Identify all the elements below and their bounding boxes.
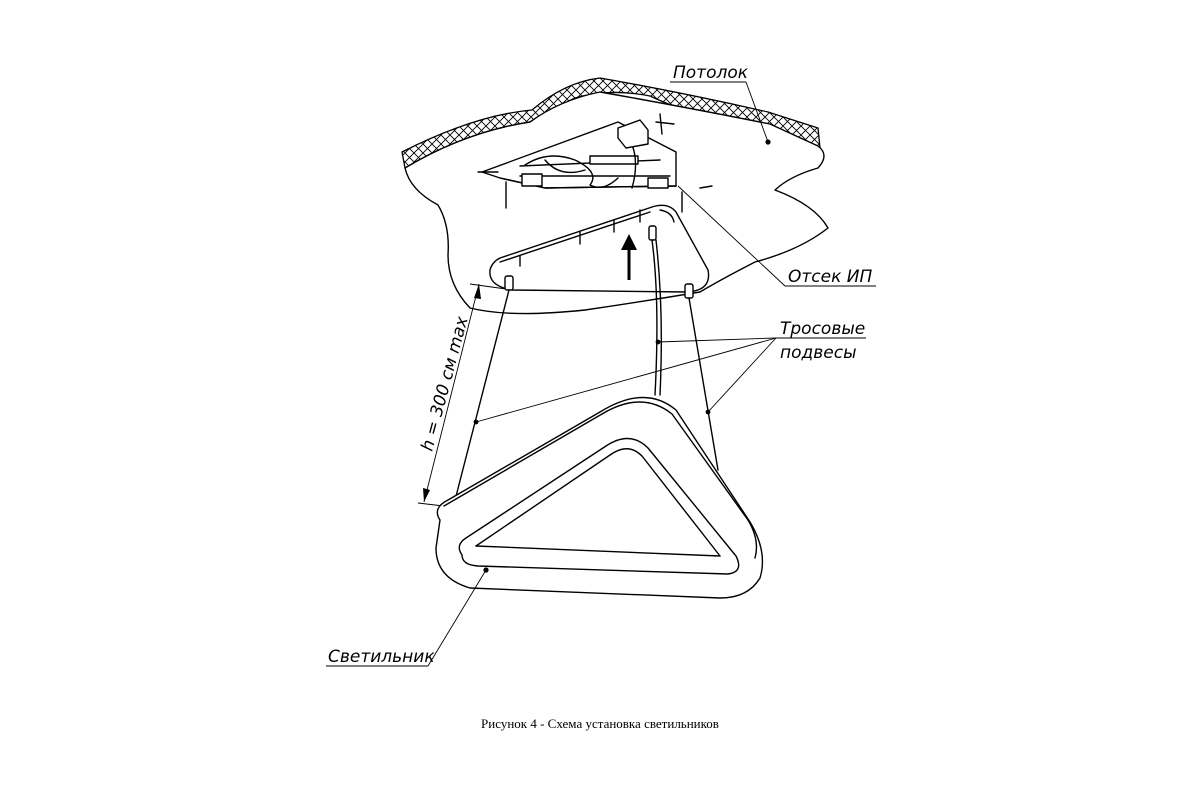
height-label: h = 300 см max (417, 314, 473, 454)
cable-hangers-label-line1: Тросовые (780, 319, 866, 339)
figure-caption: Рисунок 4 - Схема установка светильников (481, 716, 719, 731)
ceiling-label: Потолок (673, 63, 749, 83)
cable-hangers-label-line2: подвесы (780, 343, 857, 363)
psu-compartment-label: Отсек ИП (788, 267, 873, 287)
fixture-label: Светильник (328, 647, 435, 667)
